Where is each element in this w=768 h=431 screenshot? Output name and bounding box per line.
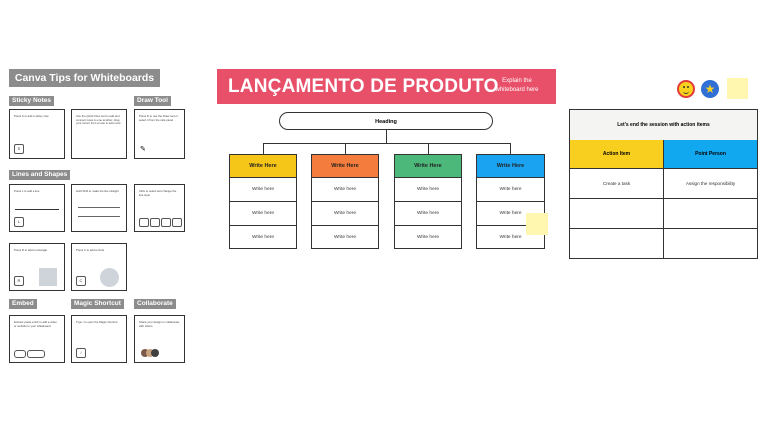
table-cell[interactable]: Assign the responsibility — [664, 169, 757, 199]
line-style-icon — [139, 218, 149, 227]
column-cell[interactable]: Write here — [229, 226, 297, 249]
section-label-lines-shapes: Lines and Shapes — [9, 170, 70, 180]
tip-card-embed[interactable] — [9, 315, 65, 363]
star-badge-icon[interactable]: ★ — [701, 80, 719, 98]
org-heading[interactable]: Heading — [279, 112, 493, 130]
sticky-note[interactable] — [727, 78, 748, 99]
tip-text: Use the Quick Flow tool to add and connect notes to one another; drag your cursor from a note to add more — [76, 114, 121, 126]
tip-text: Click to select and change the line style — [139, 189, 177, 197]
key-badge: / — [76, 348, 86, 358]
column-header[interactable]: Write Here — [311, 154, 379, 178]
line-style-icon — [161, 218, 171, 227]
tip-card-line-3[interactable] — [134, 184, 185, 232]
pen-icon: ✎ — [140, 146, 146, 153]
table-cell[interactable]: Create a task — [570, 169, 664, 199]
column-cell[interactable]: Write here — [394, 226, 462, 249]
tip-card-line-1[interactable] — [9, 184, 65, 232]
tip-card-magic[interactable] — [71, 315, 127, 363]
column-cell[interactable]: Write here — [229, 178, 297, 202]
tip-text: Press L to add a line — [14, 189, 40, 193]
table-cell[interactable] — [664, 229, 757, 258]
tip-text: Press C to add a circle — [76, 248, 105, 252]
column-cell[interactable]: Write here — [476, 226, 545, 249]
column-header[interactable]: Write Here — [229, 154, 297, 178]
key-badge: S — [14, 144, 24, 154]
tip-card-draw[interactable] — [134, 109, 185, 159]
tip-text: Share your design to collaborate with others — [139, 320, 180, 328]
column-cell[interactable]: Write here — [394, 178, 462, 202]
line-style-icon — [172, 218, 182, 227]
table-cell[interactable] — [570, 199, 664, 229]
line-style-icon — [150, 218, 160, 227]
tips-title: Canva Tips for Whiteboards — [9, 69, 160, 87]
avatar — [151, 349, 159, 357]
tip-text: Embed: paste a link to add a video or website to your whiteboard — [14, 320, 57, 328]
connector — [510, 143, 511, 154]
column-cell[interactable]: Write here — [394, 202, 462, 226]
section-label-embed: Embed — [9, 299, 37, 309]
title-banner[interactable] — [217, 69, 556, 104]
tip-card-line-2[interactable] — [71, 184, 127, 232]
connector — [386, 130, 387, 143]
rectangle-sample — [39, 268, 57, 286]
link-icon — [14, 350, 26, 358]
tip-text: Hold Shift to make the line straight — [76, 189, 119, 193]
tip-card-circle[interactable] — [71, 243, 127, 291]
table-cell[interactable] — [664, 199, 757, 229]
tip-card-sticky-2[interactable] — [71, 109, 127, 159]
action-table-title: Let's end the session with action items — [570, 110, 757, 141]
line-sample — [15, 209, 59, 210]
tip-text: Type / to open the Magic shortcut — [76, 320, 118, 324]
tip-text: Press D to use the Draw tool or select it from the side panel — [139, 114, 178, 122]
connector — [428, 143, 429, 154]
column-cell[interactable]: Write here — [311, 202, 379, 226]
section-label-sticky-notes: Sticky Notes — [9, 96, 54, 106]
embed-button-icon — [27, 350, 45, 358]
line-sample — [78, 216, 120, 217]
section-label-magic-shortcut: Magic Shortcut — [71, 299, 124, 309]
sticky-note[interactable] — [526, 213, 548, 235]
connector — [345, 143, 346, 154]
key-badge: R — [14, 276, 24, 286]
banner-subtitle: Explain the whiteboard here — [495, 78, 539, 93]
table-cell[interactable] — [570, 229, 664, 258]
column-cell[interactable]: Write here — [311, 178, 379, 202]
line-sample — [78, 207, 120, 208]
tip-card-sticky-1[interactable] — [9, 109, 65, 159]
key-badge: C — [76, 276, 86, 286]
column-header[interactable]: Write Here — [476, 154, 545, 178]
tip-card-collaborate[interactable] — [134, 315, 185, 363]
point-person-header[interactable]: Point Person — [664, 140, 757, 169]
section-label-draw-tool: Draw Tool — [134, 96, 171, 106]
key-badge: L — [14, 217, 24, 227]
banner-title: LANÇAMENTO DE PRODUTO — [228, 76, 499, 97]
action-items-table[interactable] — [569, 109, 758, 259]
column-header[interactable]: Write Here — [394, 154, 462, 178]
column-cell[interactable]: Write here — [229, 202, 297, 226]
tip-text: Press R to add a rectangle — [14, 248, 48, 252]
connector — [263, 143, 264, 154]
section-label-collaborate: Collaborate — [134, 299, 176, 309]
action-item-header[interactable]: Action Item — [570, 140, 664, 169]
column-cell[interactable]: Write here — [476, 178, 545, 202]
tip-text: Press S to add a sticky note — [14, 114, 49, 118]
smiley-icon[interactable] — [677, 80, 695, 98]
connector — [263, 143, 510, 144]
column-cell[interactable]: Write here — [476, 202, 545, 226]
tip-card-rectangle[interactable] — [9, 243, 65, 291]
column-cell[interactable]: Write here — [311, 226, 379, 249]
circle-sample — [100, 268, 119, 287]
